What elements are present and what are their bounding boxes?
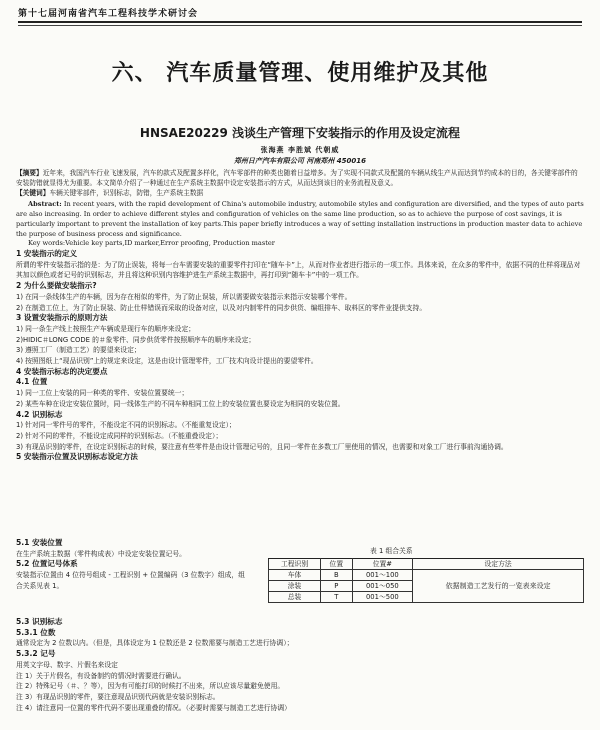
paper-title: HNSAE20229 浅谈生产管理下安装指示的作用及设定流程	[139, 126, 461, 140]
paragraph: 注 3）有现品识别的零件，要注意现品识别代码就是安装识别标志。	[16, 692, 220, 701]
left-column	[16, 538, 246, 592]
keywords-en-label: Key words:	[28, 239, 66, 247]
table-header-cell: 工程识别	[269, 559, 321, 570]
table-note-cell: 依据制造工艺发行的一览表来设定	[413, 570, 584, 603]
paragraph: 注 2）特殊记号（＃、？等），因为有可能打印的时候打不出来，所以应该尽量避免使用。	[16, 682, 285, 691]
header-rule-thick	[18, 21, 582, 23]
section-heading: 4 安装指示标志的决定要点	[16, 366, 108, 376]
bottom-section	[16, 617, 584, 713]
combination-table	[268, 558, 584, 603]
body-section	[16, 249, 584, 463]
section-heading: 5.2 位置记号体系	[16, 559, 78, 569]
keywords-cn-label: 【关键词】	[16, 189, 50, 197]
paragraph: 4) 按照图纸上“现品识别”上的规定来设定，这是由设计管理零件，工厂技术向设计提出的要望零件。	[16, 357, 318, 366]
table-cell: 001～100	[352, 570, 413, 581]
abstract-cn-text: 近年来，我国汽车行业飞速发展，汽车的款式及配置多样化，汽车零部件的种类也随着日益增多。为了实现不同款式及配置的车辆从线生产从而达到节约成本的目的，各关键零部件的安装防错就显得尤为重要。本文简单介绍了一种通过在生产系统主数据中设定安装指示的方式，从而达到该目的业务流程及意义。	[16, 169, 578, 187]
section-heading: 4.2 识别标志	[16, 409, 63, 419]
paragraph: 注 1）关于片假名，有设备制约的情况时需要进行确认。	[16, 671, 186, 680]
paragraph: 3) 有现品识别的零件，在设定识别标志的时候，要注意有些零件是由设计管理记号的，且同一零件在多数工厂里使用的情况，也需要和对象工厂进行事前沟通协调。	[16, 442, 508, 451]
paragraph: 2)HIDIC＃LONG CODE 的＃象零件、同步供货零件按照顺序车的顺序来设定；	[16, 335, 256, 344]
section-heading: 3 设置安装指示的原则方法	[16, 313, 108, 323]
table-cell: 001～050	[352, 581, 413, 592]
abstract-en-label: Abstract:	[28, 200, 62, 208]
paragraph: 通常设定为 2 位数以内。（但是，具体设定为 1 位数还是 2 位数需要与制造工艺进行协调）；	[16, 639, 294, 648]
paper-authors: 张海燕 李胜斌 代朝威	[260, 146, 340, 154]
section-heading: 1 安装指示的定义	[16, 249, 78, 258]
header-rule-thin	[18, 25, 582, 26]
table-header-row	[269, 559, 584, 570]
paragraph: 1) 同一工位上安装的同一种类的零件、安装位置要统一；	[16, 389, 189, 398]
table-row	[269, 570, 584, 581]
section-heading: 5 安装指示位置及识别标志设定方法	[16, 452, 138, 462]
paragraph: 2) 某些车种在设定安装位置时，同一线体生产的不同车种相同工位上的安装位置也要设定为相同的安装位置。	[16, 399, 345, 408]
section-heading: 5.1 安装位置	[16, 538, 63, 547]
paragraph: 3) 遵照工厂（制造工艺）的要望来设定；	[16, 346, 141, 355]
table-cell: 总装	[269, 592, 321, 603]
section-heading: 5.3.1 位数	[16, 627, 56, 637]
table-cell: 涂装	[269, 581, 321, 592]
running-head: 第十七届河南省汽车工程科技学术研讨会	[18, 9, 199, 19]
paragraph: 2) 针对不同的零件，不能设定成同样的识别标志。（不能重叠设定）；	[16, 431, 223, 440]
paragraph: 在生产系统主数据（零件构成表）中设定安装位置记号。	[16, 549, 186, 558]
keywords-en-text: Vehicle key parts,ID marker,Error proofing, Production master	[65, 239, 275, 247]
paragraph: 2) 在制造工位上，为了防止误装、防止仕样错误而采取的设备对应，以及对内制零件的同步供货、编组排车、取料区的零件业提供支持。	[16, 303, 427, 312]
abstract-cn	[16, 168, 584, 188]
table-header-cell: 位置#	[352, 559, 413, 570]
table-header-cell: 设定方法	[413, 559, 584, 570]
paragraph: 注 4）请注意同一位置的零件代码不要出现重叠的情况。（必要时需要与制造工艺进行协调）	[16, 703, 291, 712]
section-heading: 2 为什么要做安装指示?	[16, 281, 97, 291]
keywords-en	[16, 238, 584, 248]
abstract-en	[16, 199, 584, 239]
table-cell: T	[321, 592, 352, 603]
paragraph: 安装指示位置由 4 位符号组成 - 工程识别 + 位置编码（3 位数字）组成，组合关系见表 1。	[16, 571, 246, 590]
section-title: 六、 汽车质量管理、使用维护及其他	[111, 60, 489, 86]
section-heading: 5.3.2 记号	[16, 649, 56, 659]
table-header-cell: 位置	[321, 559, 352, 570]
paragraph: 1) 在同一条线体生产的车辆，因为存在相似的零件，为了防止误装，所以需要做安装指示来指示安装哪个零件。	[16, 292, 352, 301]
abstract-cn-label: 【摘要】	[16, 169, 43, 177]
paragraph: 所谓的零件安装指示指的是：为了防止误装，将每一台车需要安装的重要零件打印在“随车卡”上，从而对作业者进行指示的一项工作。具体来说，在众多的零件中，依据不同的仕样将现品对其加以颜色或者记号的识别标志，并且将这种识别内容维护进生产系统主数据中，再打印到“随车卡”中的一项工作。	[16, 260, 581, 280]
table-cell: P	[321, 581, 352, 592]
section-heading: 4.1 位置	[16, 377, 48, 387]
table-caption: 表 1 组合关系	[370, 547, 413, 555]
keywords-cn-text: 车辆关键零部件，识别标志，防错，生产系统主数据	[49, 189, 204, 197]
paper-affiliation: 郑州日产汽车有限公司 河南郑州 450016	[233, 157, 367, 165]
abstract-en-text: In recent years, with the rapid development of China's automobile industry, automobile styles and configuration are diversified, and the types of auto parts are also increasing. In order to achieve different styles and configuration of vehicles on the same line production, so as to achieve the purpose of cost savings, it is particularly important to prevent the installation of key parts.This paper briefly introduces a way of setting installation instructions in production master data to achieve the purpose of business process and significance.	[16, 200, 584, 238]
paragraph: 1) 同一条生产线上按照生产车辆或是现行车的顺序来设定；	[16, 324, 196, 333]
table-cell: B	[321, 570, 352, 581]
section-heading: 5.3 识别标志	[16, 617, 63, 626]
table-cell: 车体	[269, 570, 321, 581]
keywords-cn	[16, 188, 584, 198]
table-cell: 001～500	[352, 592, 413, 603]
paragraph: 用英文字母、数字、片假名来设定	[16, 660, 118, 669]
paragraph: 1) 针对同一零件号的零件，不能设定不同的识别标志。（不能重复设定）；	[16, 421, 236, 430]
